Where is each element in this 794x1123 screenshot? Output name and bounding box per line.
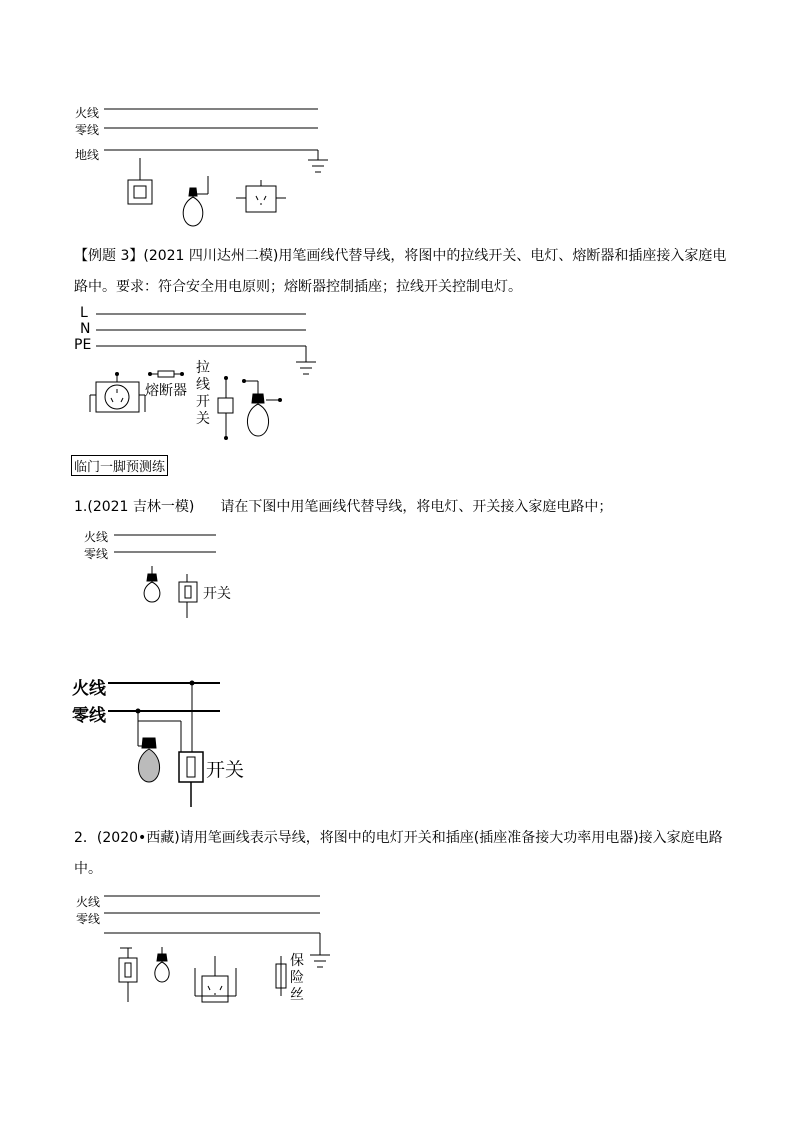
section-title: 临门一脚预测练 bbox=[71, 455, 168, 476]
q2-fuse-label: 保 险 丝 bbox=[290, 953, 304, 1003]
diagram1-neutral-label: 零线 bbox=[75, 123, 100, 137]
q1-number: 1. bbox=[74, 499, 88, 515]
q2-source: (2020•西藏) bbox=[96, 830, 180, 846]
q2-text-1: 请用笔画线表示导线，将图中的电灯开关和插座(插座准备接大功率用电器)接入家庭电路 bbox=[179, 830, 723, 846]
example3-pull-switch-label: 拉 线 开 关 bbox=[196, 360, 210, 427]
diagram1-live-label: 火线 bbox=[75, 106, 100, 120]
q1-switch-label: 开关 bbox=[203, 586, 231, 602]
q1-answer-switch-label: 开关 bbox=[206, 759, 245, 781]
q2-live-label: 火线 bbox=[76, 895, 101, 909]
q2-number: 2． bbox=[74, 830, 97, 846]
example3-line2: 路中。要求：符合安全用电原则；熔断器控制插座；拉线开关控制电灯。 bbox=[74, 279, 522, 295]
example3-neutral-label: N bbox=[80, 321, 91, 337]
q1-text: 请在下图中用笔画线代替导线，将电灯、开关接入家庭电路中； bbox=[220, 499, 613, 515]
q2-line1 bbox=[74, 828, 723, 848]
diagram1-ground-label: 地线 bbox=[75, 148, 100, 162]
q1-neutral-label: 零线 bbox=[84, 547, 109, 561]
q1-answer-live-label: 火线 bbox=[72, 679, 106, 699]
example3-tag: 【例题 3】 bbox=[74, 248, 144, 264]
example3-live-label: L bbox=[80, 305, 88, 321]
q2-neutral-label: 零线 bbox=[76, 912, 101, 926]
example3-text-1: 用笔画线代替导线，将图中的拉线开关、电灯、熔断器和插座接入家庭电 bbox=[278, 248, 727, 264]
example3-source: (2021 四川达州二模) bbox=[143, 248, 279, 264]
example3-line1 bbox=[74, 246, 726, 266]
q2-line2: 中。 bbox=[74, 861, 102, 877]
q1-live-label: 火线 bbox=[84, 530, 109, 544]
q1-line bbox=[74, 497, 612, 517]
example3-ground-label: PE bbox=[74, 337, 92, 353]
q1-answer-neutral-label: 零线 bbox=[72, 706, 106, 726]
q1-source: (2021 吉林一模) bbox=[87, 499, 195, 515]
example3-fuse-label: 熔断器 bbox=[145, 383, 187, 399]
